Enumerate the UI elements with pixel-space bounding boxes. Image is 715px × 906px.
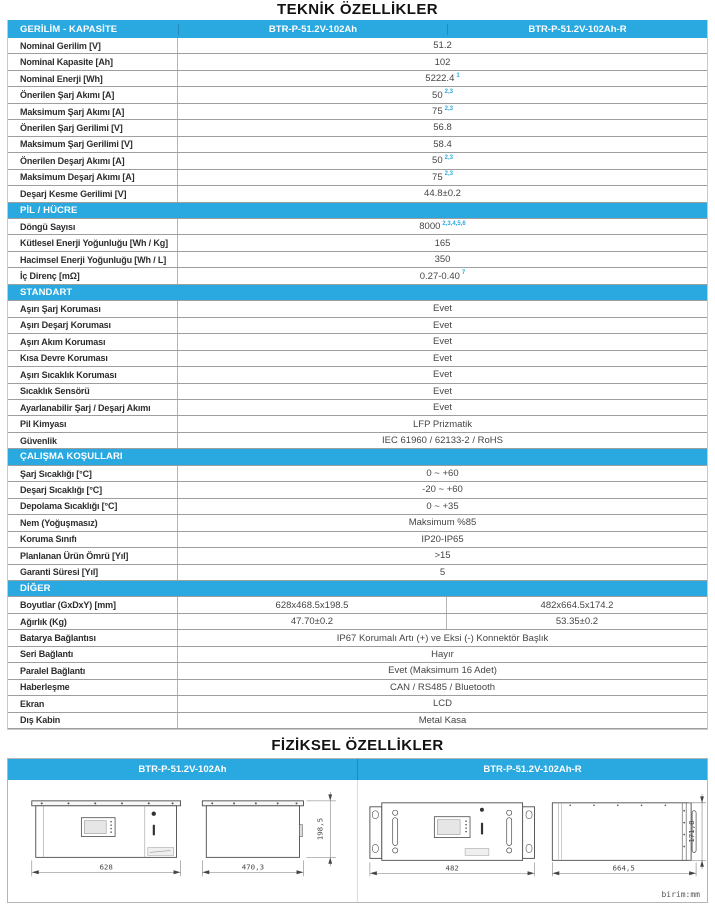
- row-label: Maksimum Şarj Akımı [A]: [8, 104, 178, 119]
- row-value: [178, 301, 707, 316]
- row-label: Koruma Sınıfı: [8, 532, 178, 547]
- spec-row: [8, 219, 707, 235]
- row-label: Ağırlık (Kg): [8, 614, 178, 629]
- spec-row: [8, 268, 707, 284]
- spec-table: [7, 20, 708, 730]
- dim-height-102ah: 198,5: [315, 817, 325, 841]
- row-value-text: 5: [439, 566, 446, 578]
- row-value: [178, 433, 707, 448]
- row-value-text: >15: [434, 550, 451, 562]
- row-value-text: Maksimum %85: [408, 517, 477, 529]
- dim-height-102ah-r: 171,8: [687, 820, 697, 843]
- row-value-text: Metal Kasa: [418, 714, 467, 726]
- spec-row: [8, 38, 707, 54]
- row-label: Ekran: [8, 696, 178, 711]
- section-header: STANDART: [8, 285, 707, 301]
- row-label: Garanti Süresi [Yıl]: [8, 565, 178, 580]
- physical-box: [7, 758, 708, 903]
- spec-row: [8, 87, 707, 103]
- spec-row: [8, 696, 707, 712]
- spec-row: [8, 252, 707, 268]
- spec-row: [8, 301, 707, 317]
- physical-product-2: BTR-P-51.2V-102Ah-R: [483, 764, 582, 776]
- row-value-text: Evet: [432, 319, 452, 331]
- row-value: [178, 713, 707, 728]
- row-value: [178, 137, 707, 152]
- row-label: Ayarlanabilir Şarj / Deşarj Akımı: [8, 400, 178, 415]
- spec-row: [8, 433, 707, 449]
- row-value-text: 75: [432, 171, 443, 183]
- spec-row: [8, 104, 707, 120]
- row-value: [178, 680, 707, 695]
- spec-row: [8, 614, 707, 630]
- row-label: Deşarj Kesme Gerilimi [V]: [8, 186, 178, 201]
- row-value-text: Evet (Maksimum 16 Adet): [388, 665, 497, 677]
- row-value-text: 350: [434, 254, 451, 266]
- footnote-ref: 1: [456, 72, 460, 79]
- row-label: Nominal Gerilim [V]: [8, 38, 178, 53]
- spec-row: [8, 565, 707, 581]
- spec-row: [8, 663, 707, 679]
- row-value-text: Evet: [432, 352, 452, 364]
- row-label: Deşarj Sıcaklığı [°C]: [8, 482, 178, 497]
- row-value: [178, 548, 707, 563]
- footnote-ref: 7: [461, 270, 466, 277]
- footnote-ref: 2,3: [444, 171, 453, 178]
- technical-drawing-102ah-r: [358, 783, 707, 900]
- row-value-text: CAN / RS485 / Bluetooth: [389, 681, 496, 693]
- spec-row: [8, 54, 707, 70]
- row-value: [178, 532, 707, 547]
- row-label: Nem (Yoğuşmasız): [8, 515, 178, 530]
- row-value-text: 8000: [419, 221, 441, 233]
- dim-front-width-102ah: 628: [99, 862, 113, 872]
- row-value: [178, 54, 707, 69]
- spec-row: [8, 71, 707, 87]
- row-value: [178, 170, 707, 185]
- spec-row: [8, 680, 707, 696]
- row-value: [178, 367, 707, 382]
- row-value-text: 0 ~ +60: [426, 468, 459, 479]
- row-value-text: IP20-IP65: [421, 533, 464, 545]
- spec-row: [8, 548, 707, 564]
- row-label: Maksimum Şarj Gerilimi [V]: [8, 137, 178, 152]
- row-value-product-1: 47.70±0.2: [178, 614, 447, 629]
- section-header: DİĞER: [8, 581, 707, 597]
- section-header: PİL / HÜCRE: [8, 203, 707, 219]
- row-value: [178, 696, 707, 711]
- row-value: [178, 384, 707, 399]
- row-value-text: 58.4: [433, 138, 452, 150]
- spec-row: [8, 416, 707, 432]
- row-value: [178, 87, 707, 102]
- row-value-product-1: 628x468.5x198.5: [178, 597, 447, 612]
- row-label: Sıcaklık Sensörü: [8, 384, 178, 399]
- row-value: [178, 663, 707, 678]
- row-label: Planlanan Ürün Ömrü [Yıl]: [8, 548, 178, 563]
- row-label: Önerilen Şarj Gerilimi [V]: [8, 120, 178, 135]
- spec-row: [8, 367, 707, 383]
- row-value-text: LFP Prizmatik: [413, 418, 472, 430]
- row-label: Önerilen Deşarj Akımı [A]: [8, 153, 178, 168]
- row-value-text: -20 ~ +60: [422, 484, 463, 496]
- spec-row: [8, 532, 707, 548]
- row-value: [178, 153, 707, 168]
- row-value: [178, 416, 707, 431]
- row-value-text: Evet: [432, 336, 452, 348]
- spec-row: [8, 499, 707, 515]
- spec-row: [8, 482, 707, 498]
- spec-row: [8, 630, 707, 646]
- footnote-ref: 2,3: [444, 105, 453, 112]
- spec-rows-container: [8, 38, 707, 729]
- drawing-panel-102ah-r: [358, 780, 707, 902]
- spec-row: [8, 647, 707, 663]
- dim-front-width-102ah-r: 482: [445, 863, 459, 873]
- row-value: [178, 235, 707, 250]
- row-label: Pil Kimyası: [8, 416, 178, 431]
- row-label: Döngü Sayısı: [8, 219, 178, 234]
- row-label: Depolama Sıcaklığı [°C]: [8, 499, 178, 514]
- row-value-text: IP67 Korumalı Artı (+) ve Eksi (-) Konnektör Başlık: [336, 632, 549, 644]
- dim-side-depth-102ah: 470,3: [241, 862, 265, 872]
- section-header: ÇALIŞMA KOŞULLARI: [8, 449, 707, 465]
- footnote-ref: 2,3: [444, 154, 453, 161]
- spec-row: [8, 400, 707, 416]
- row-value: [178, 466, 707, 481]
- row-value-product-2: 482x664.5x174.2: [540, 599, 614, 611]
- row-value-text: 50: [432, 155, 443, 167]
- row-value-text: 102: [434, 56, 451, 68]
- drawing-panel-102ah: [8, 780, 358, 902]
- spec-row: [8, 597, 707, 613]
- row-label: Önerilen Şarj Akımı [A]: [8, 87, 178, 102]
- spec-row: [8, 351, 707, 367]
- row-label: Nominal Enerji [Wh]: [8, 71, 178, 86]
- row-value-text: Evet: [432, 303, 452, 315]
- dim-side-depth-102ah-r: 664,5: [612, 863, 635, 873]
- spec-row: [8, 318, 707, 334]
- row-label: Seri Bağlantı: [8, 647, 178, 662]
- row-value: [178, 71, 707, 86]
- row-value-text: LCD: [432, 698, 452, 710]
- row-value: [178, 334, 707, 349]
- row-value-text: 50: [432, 89, 443, 101]
- row-label: Haberleşme: [8, 680, 178, 695]
- spec-row: [8, 515, 707, 531]
- row-label: Dış Kabin: [8, 713, 178, 728]
- row-value: [178, 219, 707, 234]
- header-product-2: BTR-P-51.2V-102Ah-R: [447, 24, 707, 35]
- row-label: Kütlesel Enerji Yoğunluğu [Wh / Kg]: [8, 235, 178, 250]
- row-value-text: Evet: [432, 385, 452, 397]
- row-value-text: 51.2: [433, 40, 452, 52]
- row-value: [178, 120, 707, 135]
- spec-row: [8, 384, 707, 400]
- physical-header: [8, 759, 707, 780]
- row-value: [178, 400, 707, 415]
- row-value: [178, 104, 707, 119]
- row-value: [178, 515, 707, 530]
- row-value: [178, 499, 707, 514]
- row-value: [178, 647, 707, 662]
- row-value-text: 165: [434, 237, 451, 249]
- row-value-text: 44.8±0.2: [424, 188, 461, 200]
- spec-row: [8, 120, 707, 136]
- spec-row: [8, 235, 707, 251]
- row-value: [178, 482, 707, 497]
- footnote-ref: 2,3,4,5,6: [442, 220, 466, 227]
- footnote-ref: 2,3: [444, 89, 453, 96]
- row-value: [178, 318, 707, 333]
- row-value-text: 5222.4: [425, 73, 455, 85]
- row-value: [178, 630, 707, 645]
- row-value-text: 0 ~ +35: [426, 500, 459, 512]
- row-value-text: Evet: [432, 402, 452, 414]
- spec-row: [8, 713, 707, 729]
- row-value: [178, 268, 707, 283]
- row-label: Paralel Bağlantı: [8, 663, 178, 678]
- row-value-text: Evet: [432, 369, 452, 381]
- row-value-text: 75: [432, 106, 443, 118]
- row-label: Batarya Bağlantısı: [8, 630, 178, 645]
- page-title: TEKNİK ÖZELLİKLER: [277, 1, 438, 18]
- spec-row: [8, 170, 707, 186]
- row-label: Maksimum Deşarj Akımı [A]: [8, 170, 178, 185]
- row-label: Nominal Kapasite [Ah]: [8, 54, 178, 69]
- row-label: Güvenlik: [8, 433, 178, 448]
- spec-row: [8, 137, 707, 153]
- row-label: Aşırı Sıcaklık Koruması: [8, 367, 178, 382]
- row-value: [178, 186, 707, 201]
- row-label: Hacimsel Enerji Yoğunluğu [Wh / L]: [8, 252, 178, 267]
- row-label: Aşırı Şarj Koruması: [8, 301, 178, 316]
- row-value: [178, 252, 707, 267]
- spec-row: [8, 334, 707, 350]
- row-value: [178, 565, 707, 580]
- physical-product-1: BTR-P-51.2V-102Ah: [8, 759, 358, 780]
- row-value-text: 56.8: [433, 122, 452, 134]
- spec-row: [8, 466, 707, 482]
- row-value-text: IEC 61960 / 62133-2 / RoHS: [382, 435, 503, 447]
- row-label: Aşırı Akım Koruması: [8, 334, 178, 349]
- row-value: [178, 38, 707, 53]
- spec-row: [8, 153, 707, 169]
- header-product-1: BTR-P-51.2V-102Ah: [178, 24, 447, 35]
- physical-section-title: FİZİKSEL ÖZELLİKLER: [271, 737, 444, 755]
- technical-drawing-102ah: [8, 783, 357, 900]
- row-label: İç Direnç [mΩ]: [8, 268, 178, 283]
- spec-row: [8, 186, 707, 202]
- header-section-title: GERİLİM - KAPASİTE: [20, 23, 118, 35]
- row-value: [178, 351, 707, 366]
- physical-body: [8, 780, 707, 902]
- row-value-text: 0.27-0.40: [419, 270, 460, 282]
- row-label: Kısa Devre Koruması: [8, 351, 178, 366]
- row-label: Boyutlar (GxDxY) [mm]: [8, 597, 178, 612]
- row-label: Aşırı Deşarj Koruması: [8, 318, 178, 333]
- unit-note: birim:mm: [661, 890, 700, 900]
- row-label: Şarj Sıcaklığı [°C]: [8, 466, 178, 481]
- row-value-text: Hayır: [431, 648, 454, 660]
- spec-table-header: [8, 20, 707, 38]
- row-value-product-2: 53.35±0.2: [555, 616, 599, 628]
